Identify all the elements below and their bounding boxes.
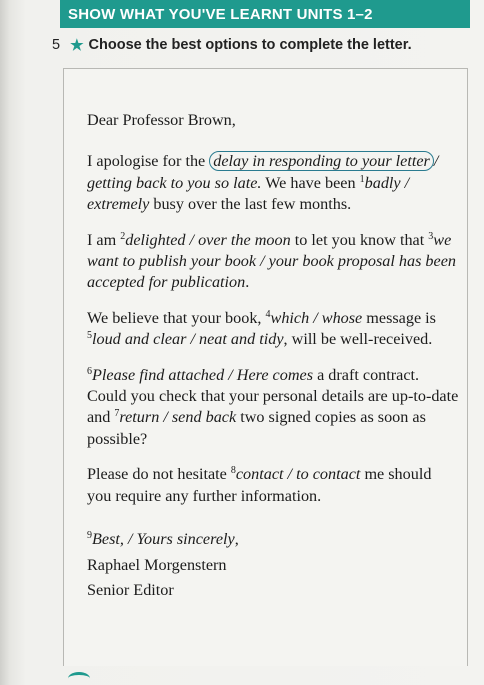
gap-options-5[interactable]: loud and clear / neat and tidy: [92, 330, 284, 349]
gap-options-7[interactable]: return / send back: [119, 408, 237, 427]
section-title: SHOW WHAT YOU'VE LEARNT UNITS 1–2: [68, 5, 373, 23]
gap-options-1[interactable]: badly / extremely: [87, 173, 410, 214]
option-alt[interactable]: getting back to you so late.: [87, 173, 262, 192]
option-separator: /: [433, 152, 439, 171]
gap-number-8: 8: [230, 465, 236, 477]
gap-options-3[interactable]: we want to publish your book / your book proposal has been accepted for publication: [87, 230, 456, 292]
section-header: [60, 0, 470, 28]
paragraph-3: We believe that your book, $^4$which / whose message is $^5$loud and clear / neat and tidy, will be well-received.: [87, 308, 436, 349]
gap-number-4: 4: [265, 308, 271, 320]
exercise-instruction: [52, 36, 472, 54]
instruction-text: Choose the best options to complete the letter.: [88, 37, 412, 53]
gap-options-4[interactable]: which / whose: [270, 308, 363, 327]
paragraph-5: Please do not hesitate $^8$contact / to contact me should you require any further information.: [87, 465, 432, 505]
signature-role: Senior Editor: [87, 580, 174, 599]
exercise-number: 5: [52, 37, 61, 53]
leaf-icon: [68, 672, 90, 685]
paragraph-1: I apologise for the delay in responding to your letter / getting back to you so late. We have been $^1$badly / extremely busy over the last few months.: [87, 152, 439, 214]
letter-salutation: Dear Professor Brown,: [87, 111, 236, 129]
gap-options-2[interactable]: delighted / over the moon: [125, 230, 291, 249]
star-icon: ★: [70, 37, 84, 54]
gap-number-6: 6: [87, 365, 92, 377]
option-circled[interactable]: delay in responding to your letter: [209, 151, 434, 171]
gap-number-2: 2: [120, 230, 126, 242]
gap-number-5: 5: [87, 330, 92, 342]
letter-closing: [87, 529, 459, 601]
closing-line: $^9$Best, / Yours sincerely,: [87, 530, 239, 549]
gap-options-8[interactable]: contact / to contact: [235, 465, 361, 484]
paragraph-4: $^6$Please find attached / Here comes a draft contract. Could you check that your personal details are up-to-date and $^7$return / send back two signed copies as soon as possible?: [87, 365, 459, 448]
paragraph-2: I am $^2$delighted / over the moon to let you know that $^3$we want to publish your book / your book proposal has been accepted for publication.: [87, 230, 456, 292]
letter-body: [87, 110, 459, 605]
signature-name: Raphael Morgenstern: [87, 555, 227, 574]
gap-options-9[interactable]: Best, / Yours sincerely: [92, 530, 235, 549]
gap-number-1: 1: [359, 173, 365, 185]
gap-options-6[interactable]: Please find attached / Here comes: [92, 365, 314, 384]
gap-number-3: 3: [428, 230, 434, 242]
gap-number-7: 7: [114, 408, 120, 420]
gap-number-9: 9: [87, 530, 92, 542]
